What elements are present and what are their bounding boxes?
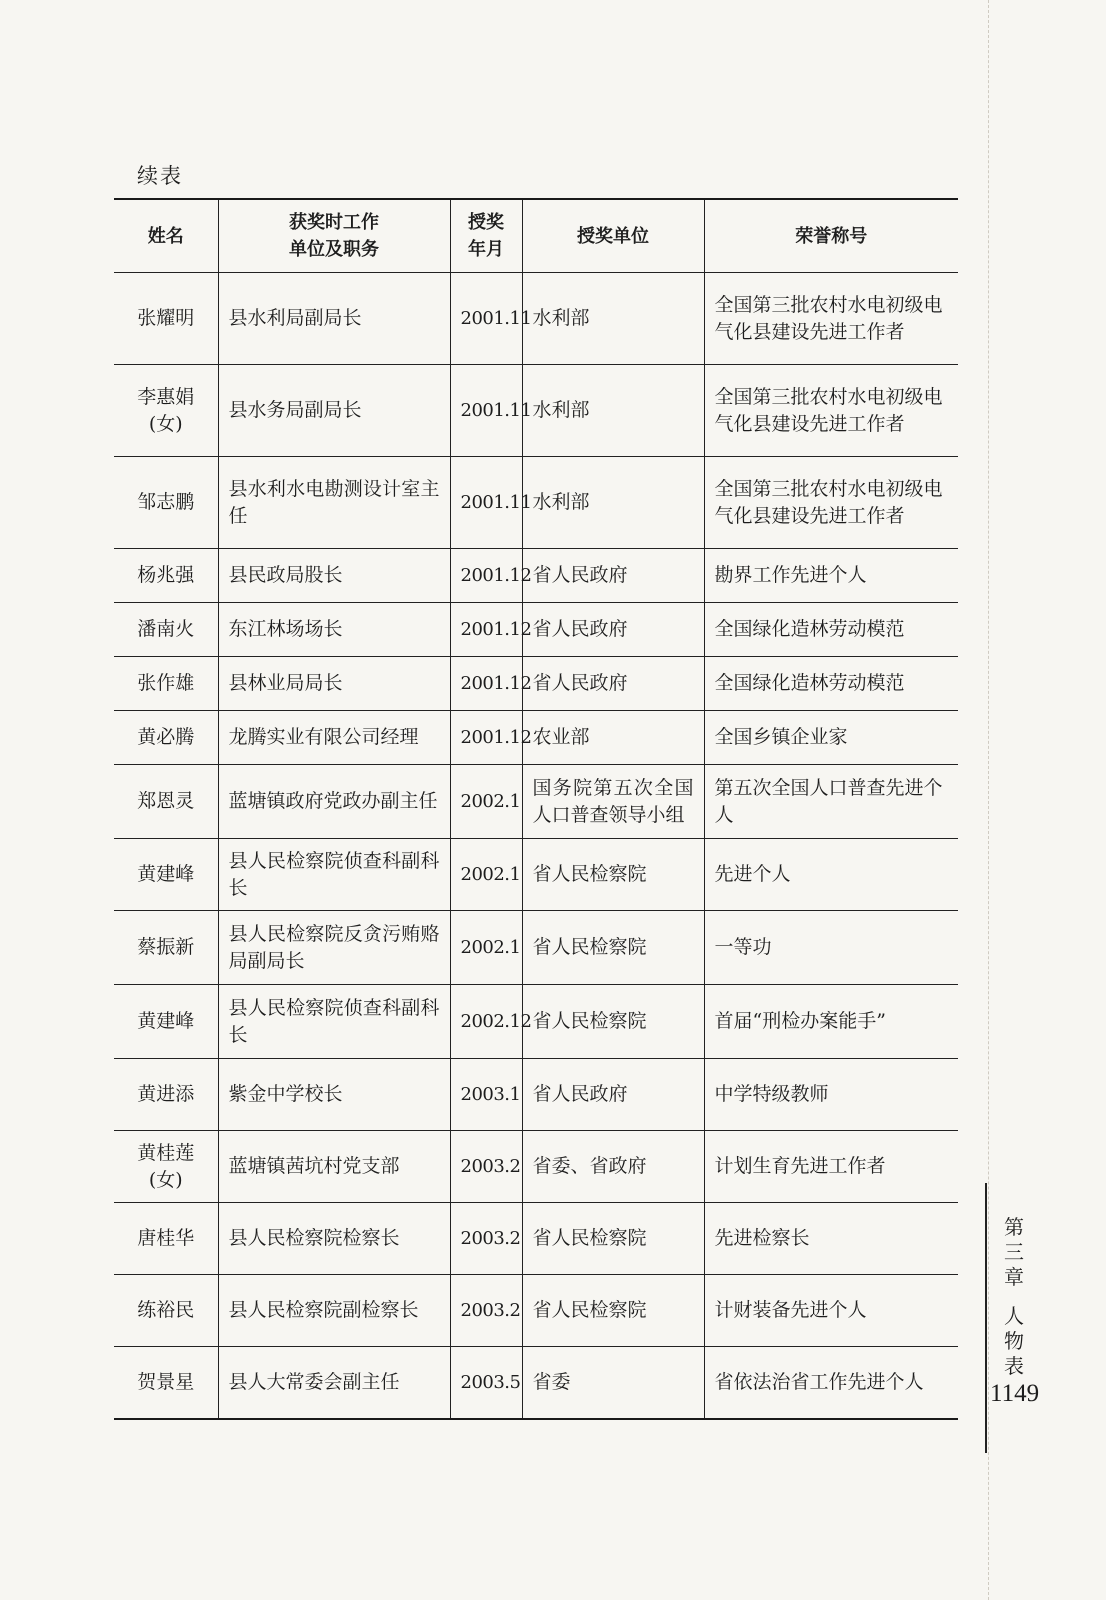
cell-name: 黄必腾 xyxy=(114,711,218,765)
cell-name: 黄进添 xyxy=(114,1059,218,1131)
cell-org: 省委 xyxy=(522,1347,704,1419)
table-row xyxy=(114,1275,958,1347)
cell-org: 省人民检察院 xyxy=(522,1275,704,1347)
cell-unit: 县人民检察院侦查科副科长 xyxy=(218,839,450,911)
cell-unit: 县人民检察院检察长 xyxy=(218,1203,450,1275)
cell-date: 2001.11 xyxy=(450,365,522,457)
table-row xyxy=(114,603,958,657)
cell-org: 农业部 xyxy=(522,711,704,765)
section-char: 人 xyxy=(1004,1304,1024,1328)
cell-org: 省人民政府 xyxy=(522,657,704,711)
page-number: 1149 xyxy=(990,1380,1040,1407)
cell-org: 省委、省政府 xyxy=(522,1131,704,1203)
cell-date: 2001.12 xyxy=(450,549,522,603)
honors-table xyxy=(114,198,958,1420)
cell-honor: 计财装备先进个人 xyxy=(704,1275,958,1347)
cell-honor: 第五次全国人口普查先进个人 xyxy=(704,765,958,839)
cell-date: 2003.2 xyxy=(450,1131,522,1203)
table-row xyxy=(114,765,958,839)
cell-name: 蔡振新 xyxy=(114,911,218,985)
cell-unit: 县水利局副局长 xyxy=(218,273,450,365)
header-unit: 获奖时工作 单位及职务 xyxy=(218,199,450,273)
cell-date: 2001.11 xyxy=(450,457,522,549)
cell-honor: 首届“刑检办案能手” xyxy=(704,985,958,1059)
cell-name: 练裕民 xyxy=(114,1275,218,1347)
cell-org: 省人民政府 xyxy=(522,1059,704,1131)
table-row xyxy=(114,273,958,365)
cell-date: 2001.12 xyxy=(450,603,522,657)
chapter-side-label xyxy=(1001,1215,1027,1379)
header-date: 授奖 年月 xyxy=(450,199,522,273)
cell-name: 黄桂莲(女) xyxy=(114,1131,218,1203)
table-continuation-caption: 续表 xyxy=(137,164,183,188)
cell-date: 2003.2 xyxy=(450,1203,522,1275)
cell-name: 唐桂华 xyxy=(114,1203,218,1275)
cell-name: 黄建峰 xyxy=(114,839,218,911)
section-char: 物 xyxy=(1004,1329,1024,1353)
header-org: 授奖单位 xyxy=(522,199,704,273)
cell-date: 2002.1 xyxy=(450,839,522,911)
cell-org: 省人民政府 xyxy=(522,603,704,657)
table-row xyxy=(114,1347,958,1419)
cell-honor: 全国第三批农村水电初级电气化县建设先进工作者 xyxy=(704,273,958,365)
cell-honor: 先进个人 xyxy=(704,839,958,911)
cell-date: 2001.12 xyxy=(450,657,522,711)
cell-unit: 县人民检察院侦查科副科长 xyxy=(218,985,450,1059)
cell-date: 2002.1 xyxy=(450,765,522,839)
table-row xyxy=(114,365,958,457)
cell-org: 省人民检察院 xyxy=(522,911,704,985)
table-row xyxy=(114,549,958,603)
table-header-row xyxy=(114,199,958,273)
cell-unit: 蓝塘镇政府党政办副主任 xyxy=(218,765,450,839)
cell-org: 省人民检察院 xyxy=(522,985,704,1059)
chapter-char: 第 xyxy=(1004,1215,1024,1239)
cell-honor: 勘界工作先进个人 xyxy=(704,549,958,603)
cell-honor: 中学特级教师 xyxy=(704,1059,958,1131)
cell-org: 水利部 xyxy=(522,457,704,549)
section-char: 表 xyxy=(1004,1354,1024,1378)
cell-date: 2001.11 xyxy=(450,273,522,365)
side-margin-rule xyxy=(985,1183,987,1453)
cell-org: 省人民检察院 xyxy=(522,1203,704,1275)
cell-unit: 县人民检察院反贪污贿赂局副局长 xyxy=(218,911,450,985)
table-row xyxy=(114,985,958,1059)
chapter-char: 章 xyxy=(1004,1265,1024,1289)
cell-unit: 县水务局副局长 xyxy=(218,365,450,457)
table-row xyxy=(114,911,958,985)
cell-date: 2003.1 xyxy=(450,1059,522,1131)
table-row xyxy=(114,457,958,549)
cell-name: 邹志鹏 xyxy=(114,457,218,549)
cell-unit: 县水利水电勘测设计室主任 xyxy=(218,457,450,549)
cell-date: 2002.12 xyxy=(450,985,522,1059)
table-body xyxy=(114,273,958,1419)
cell-unit: 县人民检察院副检察长 xyxy=(218,1275,450,1347)
cell-honor: 全国绿化造林劳动模范 xyxy=(704,657,958,711)
cell-name: 李惠娟(女) xyxy=(114,365,218,457)
cell-date: 2003.2 xyxy=(450,1275,522,1347)
cell-honor: 先进检察长 xyxy=(704,1203,958,1275)
chapter-char: 三 xyxy=(1004,1240,1024,1264)
cell-date: 2003.5 xyxy=(450,1347,522,1419)
cell-date: 2002.1 xyxy=(450,911,522,985)
cell-honor: 省依法治省工作先进个人 xyxy=(704,1347,958,1419)
cell-unit: 蓝塘镇茜坑村党支部 xyxy=(218,1131,450,1203)
cell-date: 2001.12 xyxy=(450,711,522,765)
cell-org: 省人民检察院 xyxy=(522,839,704,911)
cell-unit: 龙腾实业有限公司经理 xyxy=(218,711,450,765)
cell-name: 杨兆强 xyxy=(114,549,218,603)
table-row xyxy=(114,657,958,711)
cell-honor: 全国绿化造林劳动模范 xyxy=(704,603,958,657)
cell-org: 省人民政府 xyxy=(522,549,704,603)
cell-unit: 县民政局股长 xyxy=(218,549,450,603)
cell-honor: 计划生育先进工作者 xyxy=(704,1131,958,1203)
cell-unit: 县人大常委会副主任 xyxy=(218,1347,450,1419)
cell-honor: 全国第三批农村水电初级电气化县建设先进工作者 xyxy=(704,457,958,549)
cell-unit: 县林业局局长 xyxy=(218,657,450,711)
table-row xyxy=(114,1059,958,1131)
cell-name: 黄建峰 xyxy=(114,985,218,1059)
header-name: 姓名 xyxy=(114,199,218,273)
cell-honor: 全国乡镇企业家 xyxy=(704,711,958,765)
cell-unit: 紫金中学校长 xyxy=(218,1059,450,1131)
cell-name: 郑恩灵 xyxy=(114,765,218,839)
table-row xyxy=(114,1203,958,1275)
cell-name: 贺景星 xyxy=(114,1347,218,1419)
cell-name: 张耀明 xyxy=(114,273,218,365)
cell-org: 国务院第五次全国人口普查领导小组 xyxy=(522,765,704,839)
cell-name: 张作雄 xyxy=(114,657,218,711)
cell-honor: 一等功 xyxy=(704,911,958,985)
table-row xyxy=(114,1131,958,1203)
cell-name: 潘南火 xyxy=(114,603,218,657)
table-row xyxy=(114,711,958,765)
cell-unit: 东江林场场长 xyxy=(218,603,450,657)
cell-honor: 全国第三批农村水电初级电气化县建设先进工作者 xyxy=(704,365,958,457)
cell-org: 水利部 xyxy=(522,273,704,365)
table-row xyxy=(114,839,958,911)
page-gutter-line xyxy=(988,0,989,1600)
header-honor: 荣誉称号 xyxy=(704,199,958,273)
cell-org: 水利部 xyxy=(522,365,704,457)
